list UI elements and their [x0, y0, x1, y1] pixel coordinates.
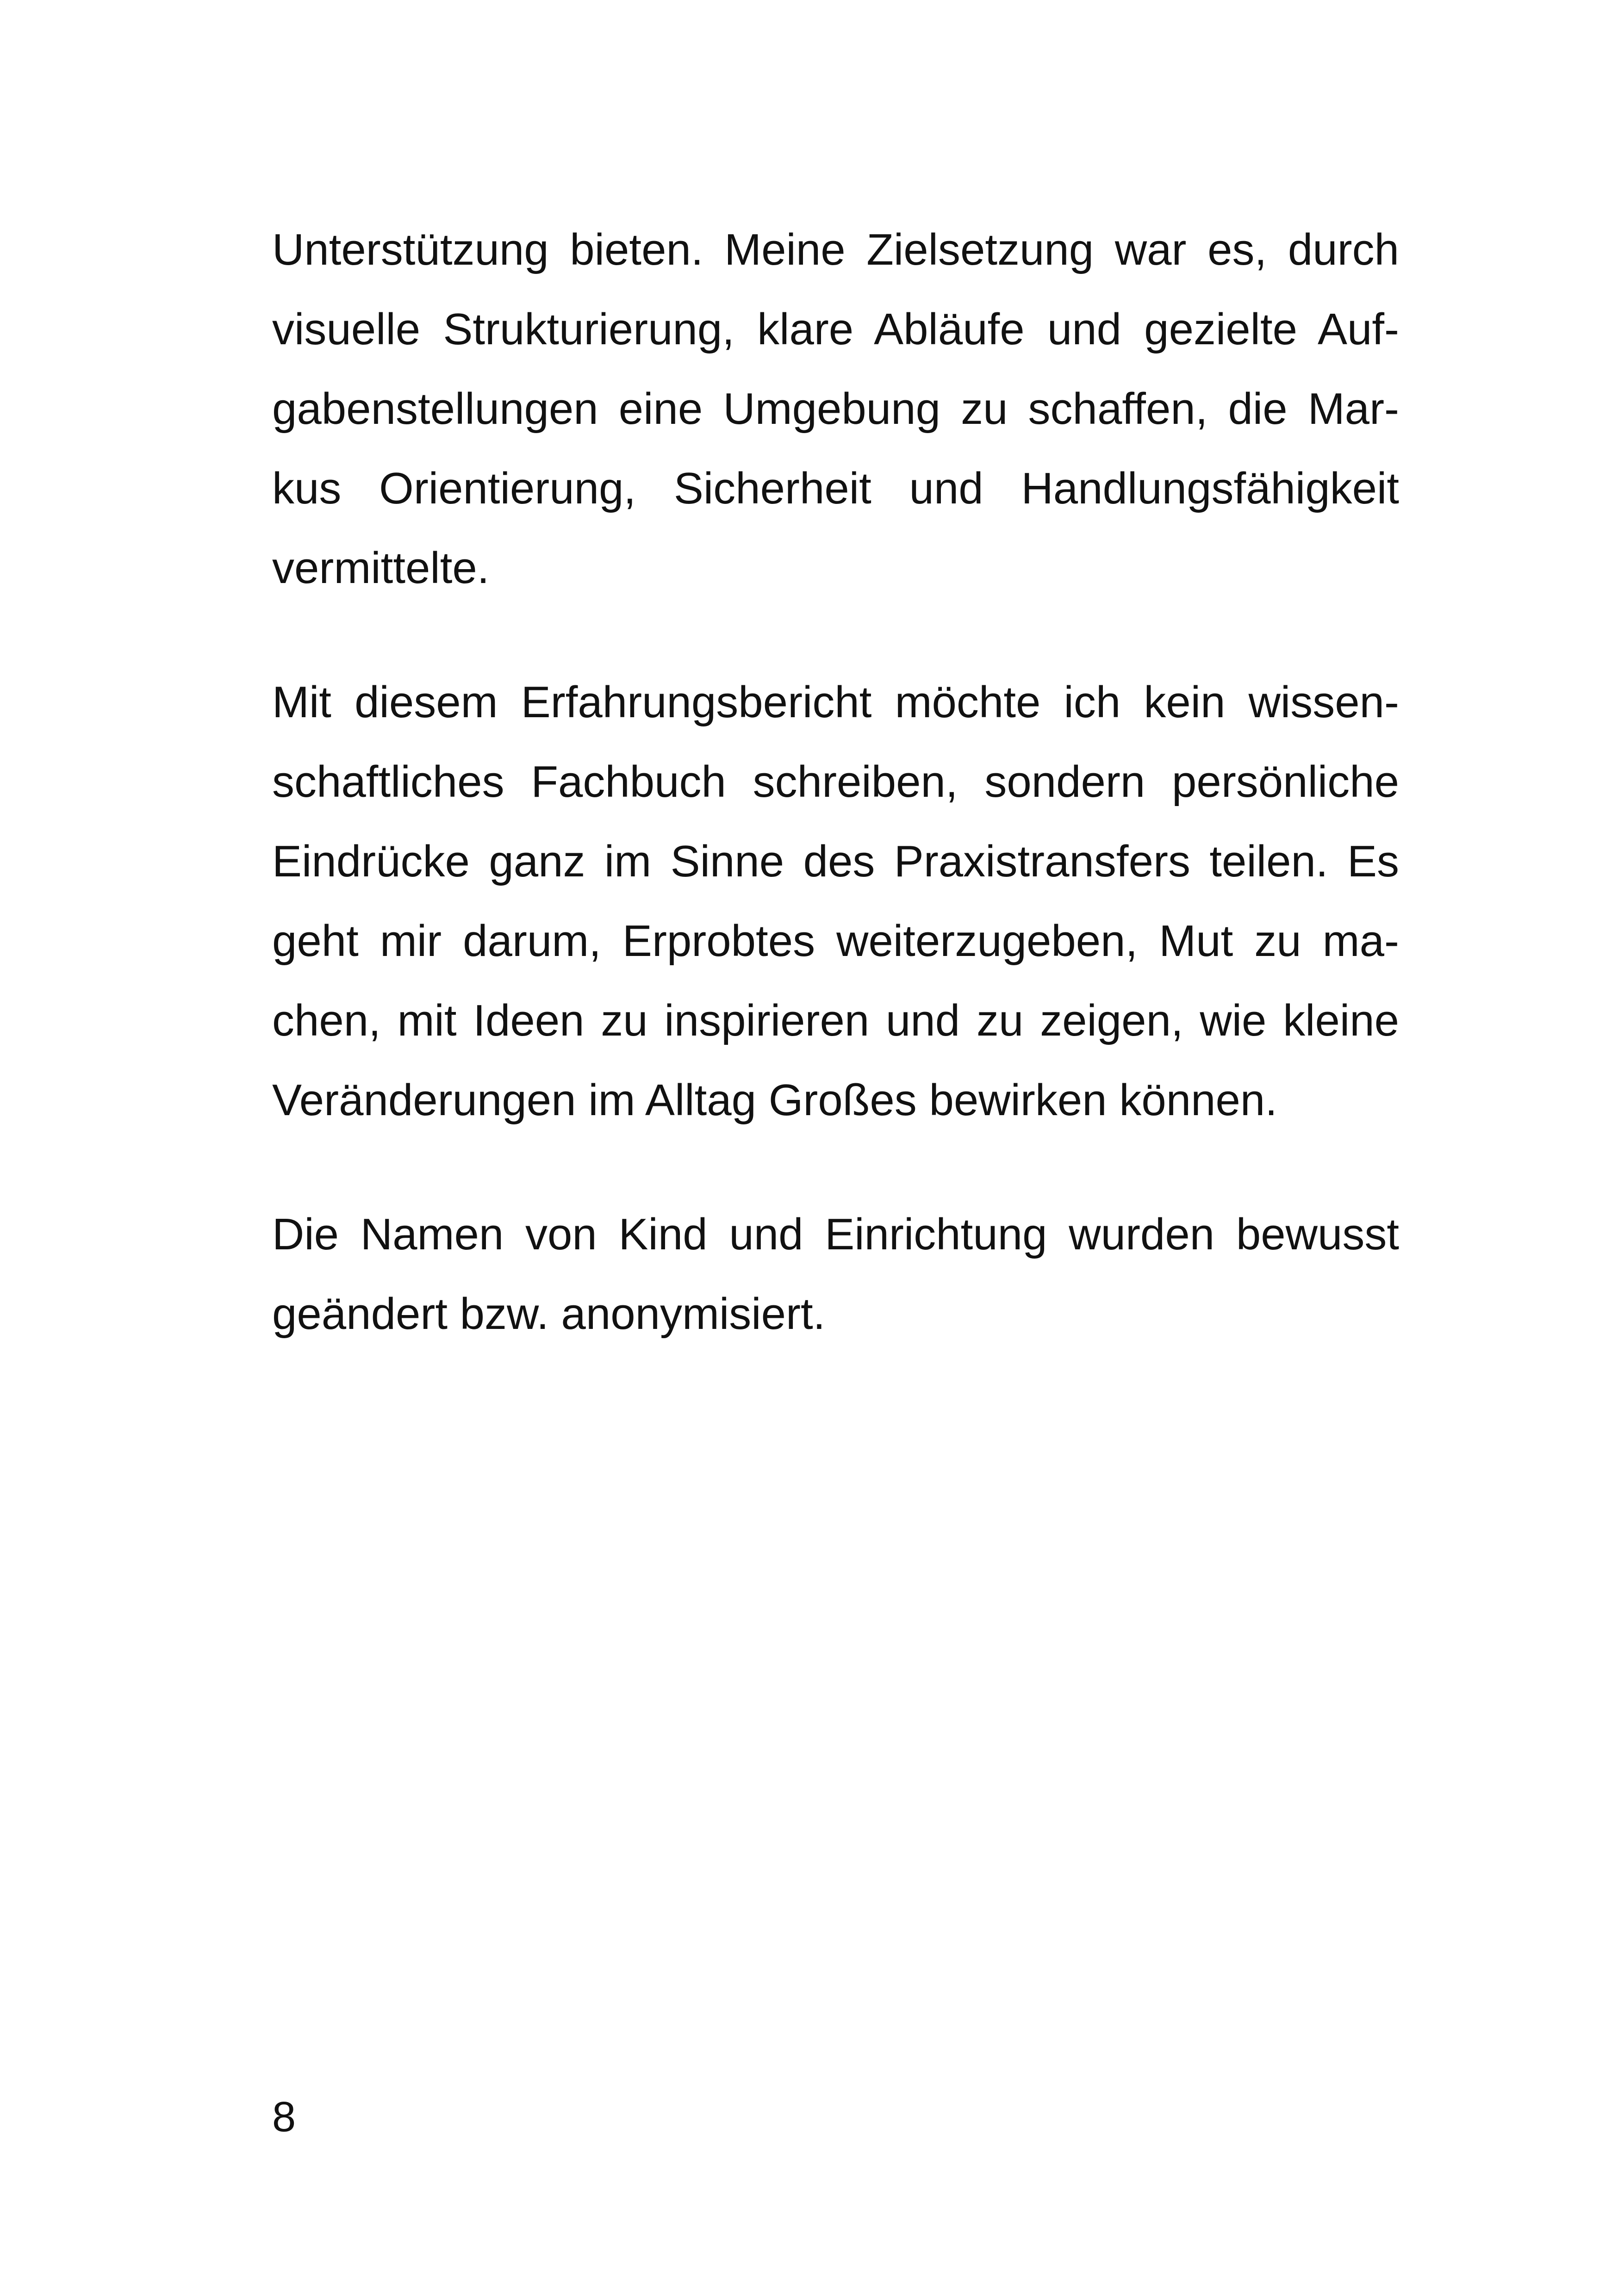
page-number: 8	[272, 2093, 296, 2141]
text-line: Veränderungen im Alltag Großes bewirken können.	[272, 1075, 1277, 1125]
paragraph-1	[272, 210, 1399, 608]
text-line: geht mir darum, Erprobtes weiterzugeben, Mut zu ma-	[272, 916, 1399, 966]
text-line: Eindrücke ganz im Sinne des Praxistransfers teilen. Es	[272, 837, 1399, 886]
text-line: chen, mit Ideen zu inspirieren und zu zeigen, wie kleine	[272, 996, 1399, 1045]
text-line: kus Orientierung, Sicherheit und Handlungsfähigkeit	[272, 464, 1399, 513]
text-line: Die Namen von Kind und Einrichtung wurden bewusst	[272, 1210, 1399, 1259]
text-line: schaftliches Fachbuch schreiben, sondern persönliche	[272, 757, 1399, 807]
text-line: visuelle Strukturierung, klare Abläufe und gezielte Auf-	[272, 304, 1399, 354]
text-line: gabenstellungen eine Umgebung zu schaffen, die Mar-	[272, 384, 1399, 434]
text-line: vermittelte.	[272, 543, 490, 593]
body-text	[272, 210, 1399, 1354]
text-line: Unterstützung bieten. Meine Zielsetzung war es, durch	[272, 225, 1399, 274]
paragraph-spacer	[272, 608, 1399, 663]
paragraph-spacer	[272, 1140, 1399, 1195]
paragraph-3	[272, 1195, 1399, 1354]
text-line: Mit diesem Erfahrungsbericht möchte ich kein wissen-	[272, 677, 1399, 727]
text-line: geändert bzw. anonymisiert.	[272, 1289, 826, 1339]
paragraph-2	[272, 663, 1399, 1140]
